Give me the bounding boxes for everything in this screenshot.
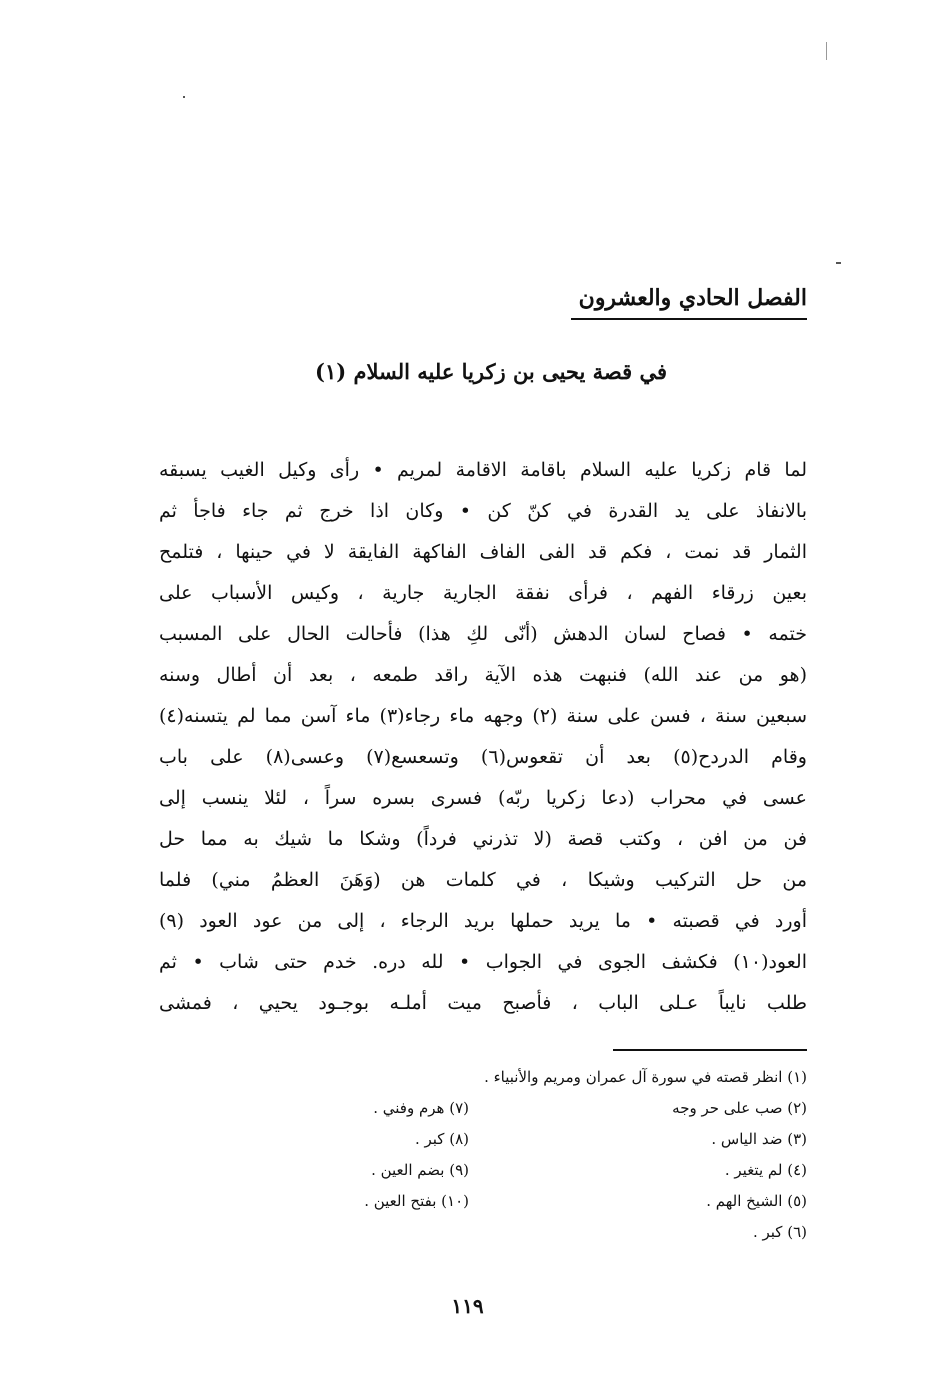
footnote-10: (١٠) بفتح العين . [364,1192,469,1210]
footnotes [159,1062,807,1248]
body-line: طلب نايباً عـلى الباب ، فأصبح ميت أملـه بوجـود يحيي ، فمشى [159,992,807,1014]
footnote-8: (٨) كبر . [414,1130,469,1148]
footnote-3: (٣) ضد الياس . [711,1130,807,1148]
body-line: عسى في محراب (دعا زكريا ربّه) فسرى بسره سراً ، لئلا ينسب إلى [159,787,807,809]
footnote-9: (٩) بضم العين . [371,1161,469,1179]
footnote-4: (٤) لم يتغير . [724,1161,807,1179]
body-text [159,450,807,1024]
footnote-2: (٢) صب على حر وجه [672,1099,807,1117]
footnote-row [159,1093,807,1124]
body-line: ختمه • فصاح لسان الدهش (أنّى لكِ هذا) فأحالت الحال على المسبب [159,623,807,645]
footnote-row [159,1186,807,1217]
footnote-1: (١) انظر قصته في سورة آل عمران ومريم والأنبياء . [484,1068,807,1086]
body-line: (هو من عند الله) فنبهت هذه الآية راقد طمعه ، بعد أن أطال وسنه [159,664,807,686]
section-title: في قصة يحيى بن زكريا عليه السلام (١) [315,359,667,384]
footnote-5: (٥) الشيخ الهم . [706,1192,807,1210]
footnote-7: (٧) هرم وفني . [373,1099,469,1117]
body-line: سبعين سنة ، فسن على سنة (٢) وجهه ماء رجاء(٣) ماء آسن مما لم يتسنه(٤) [159,705,807,727]
footnote-row [159,1155,807,1186]
body-line: فن من افن ، وكتب قصة (لا تذرني فرداً) وشكا ما شيك به مما حل [159,828,807,850]
body-line: بعين زرقاء الفهم ، فرأى نفقة الجارية جارية ، وكيس الأسباب على [159,582,807,604]
body-line: لما قام زكريا عليه السلام باقامة الاقامة لمريم • رأى وكيل الغيب يسبقه [159,459,807,481]
body-line: العود(١٠) فكشف الجوى في الجواب • لله دره. خدم حتى شاب • ثم [159,951,807,973]
body-line: الثمار قد نمت ، فكم قد الفى الفاف الفاكهة الفايقة لا في حينها ، فتلمح [159,541,807,563]
footnote-row [159,1124,807,1155]
body-line: بالانفاذ على يد القدرة في كنّ كن • وكان اذا خرج ثم جاء فاجأ ثم [159,500,807,522]
chapter-underline [571,318,807,320]
body-line: من حل التركيب وشيكا ، في كلمات هن (وَهَنَ العظمُ مني) فلما [159,869,807,891]
footnote-separator [613,1049,807,1051]
chapter-title: الفصل الحادي والعشرون [578,285,807,311]
footnote-6: (٦) كبر . [752,1223,807,1241]
body-line: وقام الدردح(٥) بعد أن تقعوس(٦) وتسعسع(٧) وعسى(٨) على باب [159,746,807,768]
page-number: ١١٩ [451,1294,484,1318]
body-line: أورد في قصبته • ما يريد حملها بريد الرجاء ، إلى من عود العود (٩) [159,910,807,932]
chapter-heading [571,282,807,320]
